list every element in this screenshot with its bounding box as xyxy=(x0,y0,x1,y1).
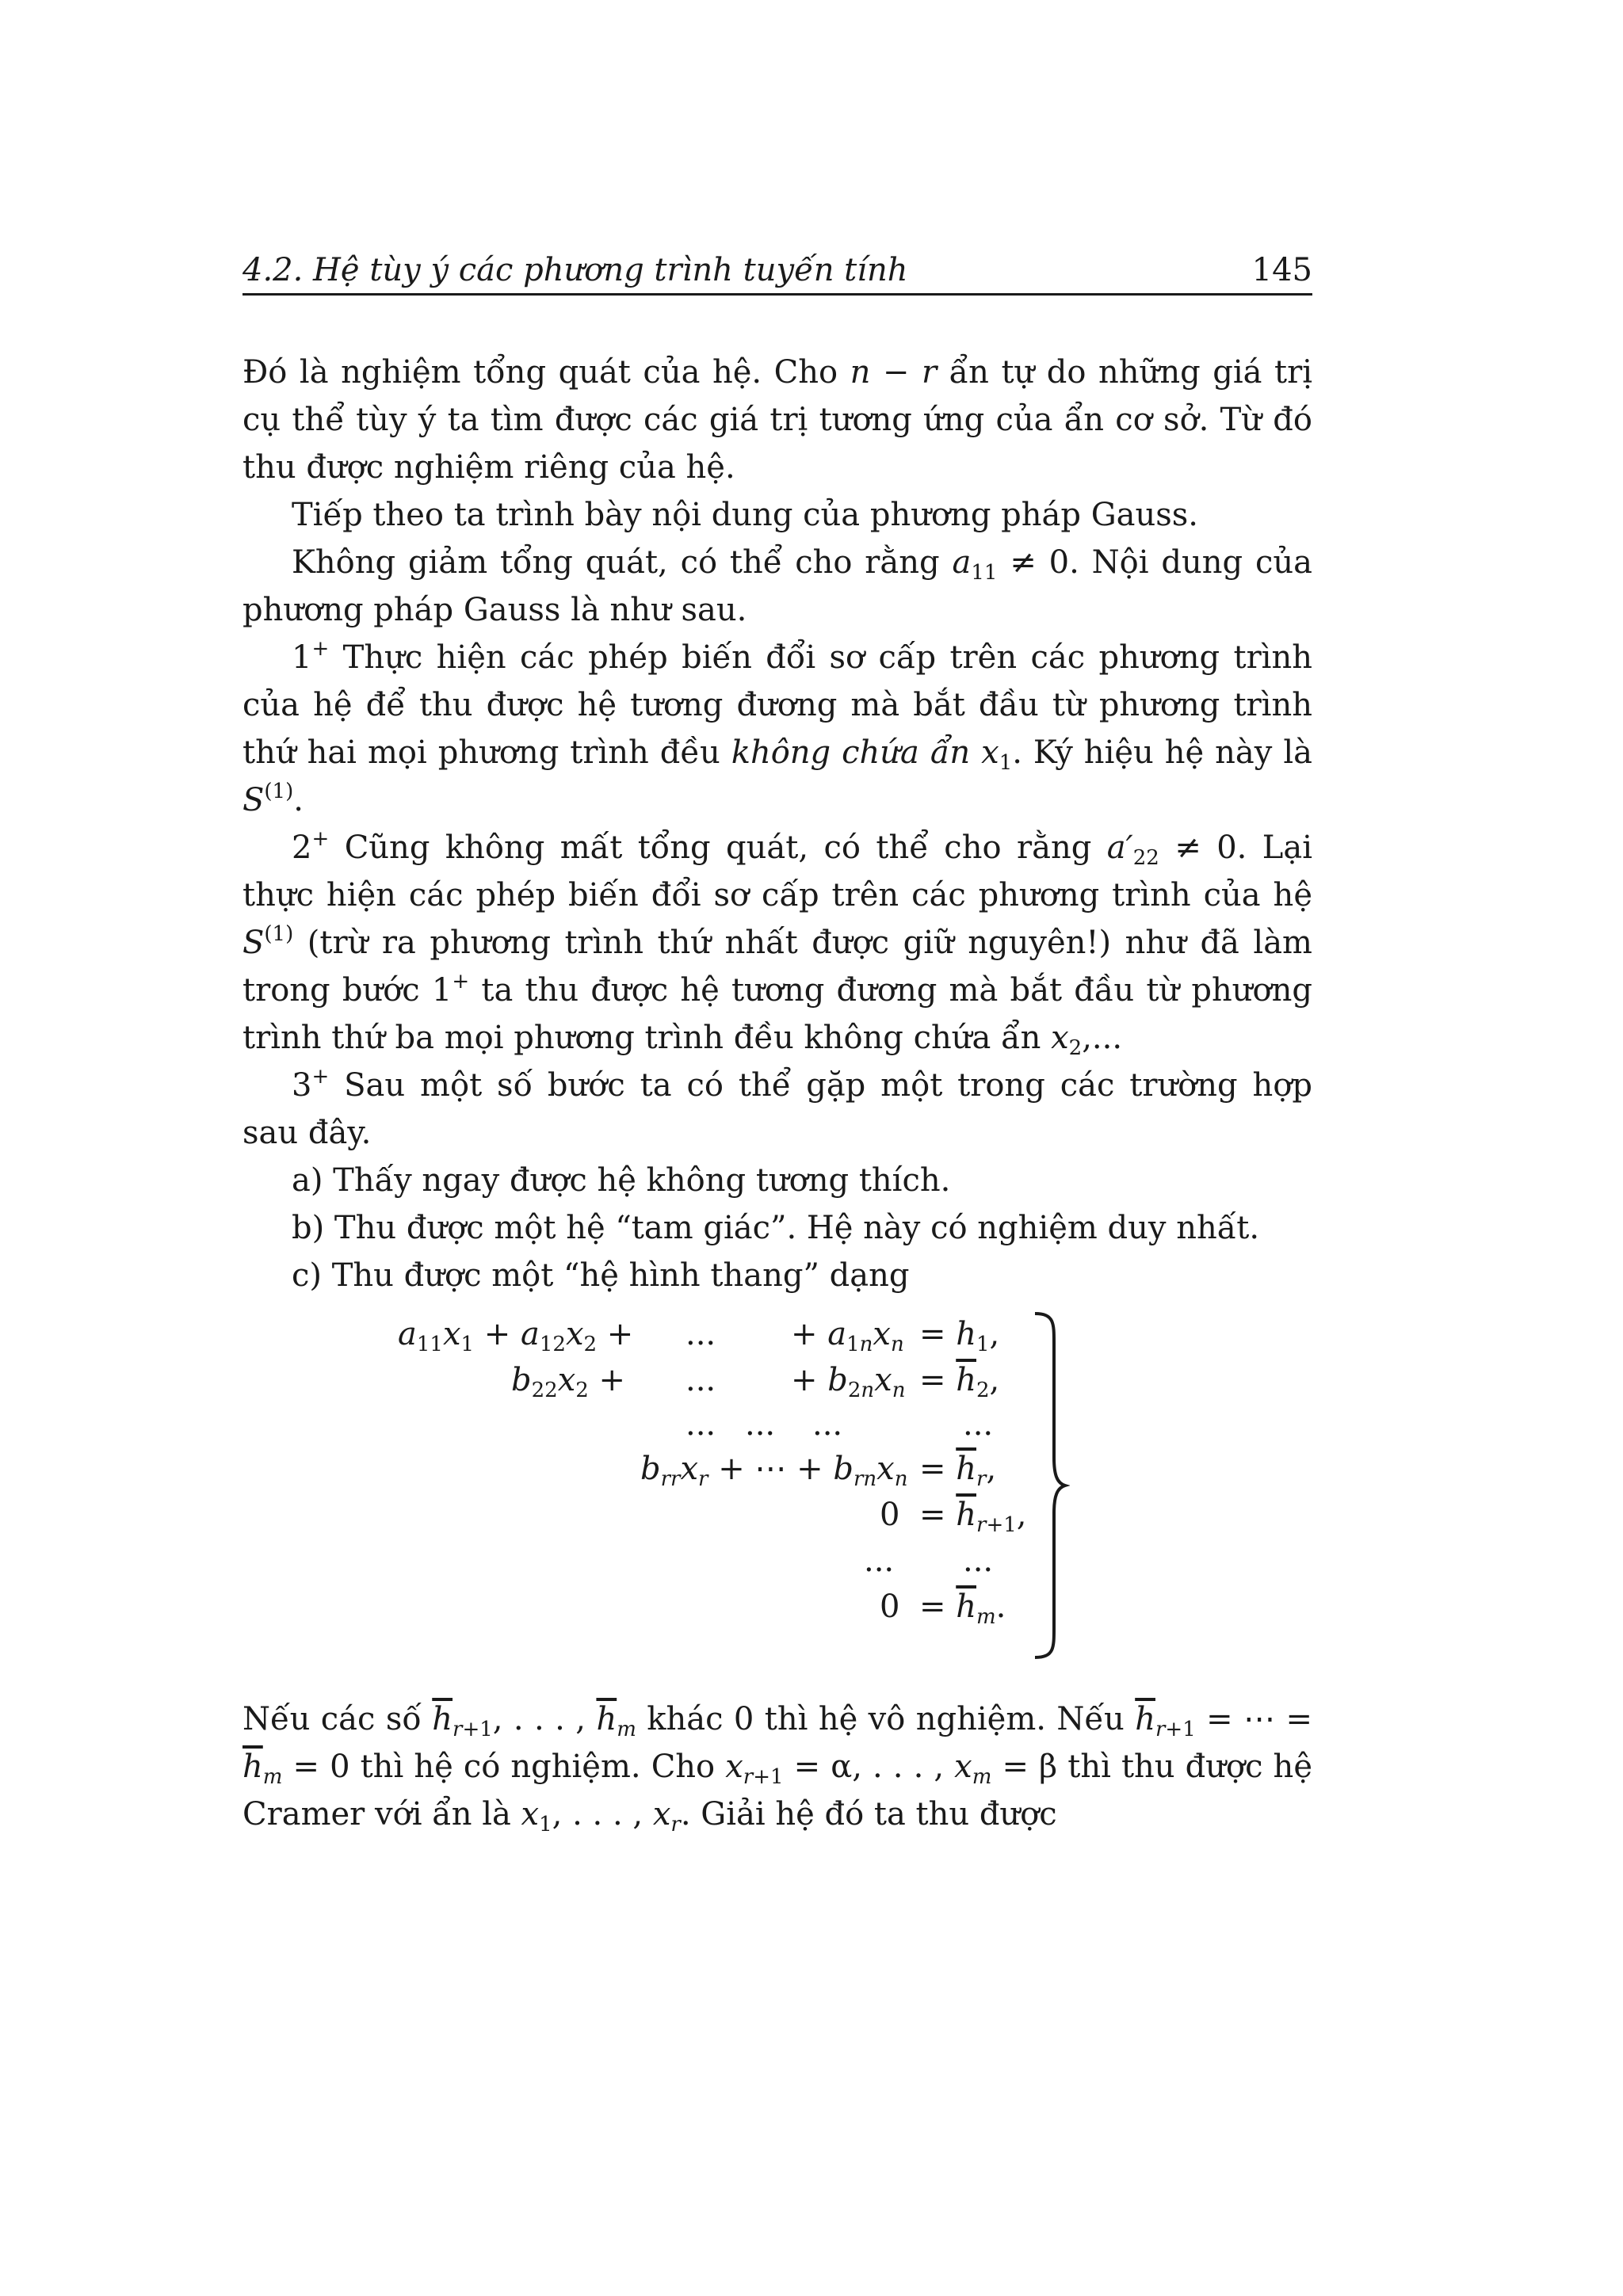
eq1-last-term: + $a_{1n}x_n$ xyxy=(791,1316,904,1356)
zero-m: 0 xyxy=(880,1589,900,1625)
dots-zero-col: ... xyxy=(864,1543,895,1579)
body-text xyxy=(242,349,1312,1299)
dots-row-2: ... xyxy=(745,1406,776,1443)
paragraph-3: Không giảm tổng quát, có thể cho rằng $a_{11} \ne 0$. Nội dung của phương pháp Gauss là như sau. xyxy=(242,544,1313,628)
eq2-last-term: + $b_{2n}x_n$ xyxy=(791,1362,906,1402)
eq2-lhs: $b_{22}x_2$ + xyxy=(511,1362,626,1402)
eq2-rhs: = $\overline{h}_2$, xyxy=(919,1362,1000,1402)
dots-row-1: ... xyxy=(685,1406,716,1443)
case-b: b) Thu được một hệ “tam giác”. Hệ này có nghiệm duy nhất. xyxy=(292,1210,1260,1246)
step-3-paragraph: 3+ Sau một số bước ta có thể gặp một trong các trường hợp sau đây. xyxy=(242,1065,1312,1151)
section-title: 4.2. Hệ tùy ý các phương trình tuyến tính xyxy=(242,252,908,288)
paragraph-after-system: Nếu các số $\overline{h}_{r+1}$, . . . , $\overline{h}_m$ khác 0 thì hệ vô nghiệm. Nếu $\overline{h}_{r+1}$ = ⋯ = $\overline{h}_m = 0$ thì hệ có nghiệm. Cho $x_{r+1} = \alpha$, . . . , $x_m = \beta$ thì thu được hệ Cramer với ẩn là $x_1$, . . . , $x_r$. Giải hệ đó ta thu được xyxy=(242,1701,1312,1836)
eq-r-rhs: = $\overline{h}_r$, xyxy=(919,1451,997,1491)
dots-row-4: ... xyxy=(963,1406,994,1443)
right-brace-icon xyxy=(1030,1307,1070,1664)
zero-r1: 0 xyxy=(880,1497,900,1533)
eq2-dots: ... xyxy=(685,1362,716,1398)
paragraph-1: Đó là nghiệm tổng quát của hệ. Cho n − r ẩn tự do những giá trị cụ thể tùy ý ta tìm được các giá trị tương ứng của ẩn cơ sở. Từ đó thu được nghiệm riêng của hệ. xyxy=(242,354,1312,486)
eq1-dots: ... xyxy=(685,1316,716,1352)
eq-r1-rhs: = $\overline{h}_{r+1}$, xyxy=(919,1497,1027,1537)
case-a: a) Thấy ngay được hệ không tương thích. xyxy=(292,1162,951,1199)
eq-r: $b_{rr}x_r$ + ⋯ + $b_{rn}x_n$ xyxy=(640,1451,908,1491)
case-c: c) Thu được một “hệ hình thang” dạng xyxy=(292,1257,910,1294)
eq1-rhs: = $h_1$, xyxy=(919,1316,1000,1356)
equation-system xyxy=(388,1315,1086,1672)
eq-m-rhs: = $\overline{h}_m$. xyxy=(919,1589,1006,1629)
running-header xyxy=(242,252,1312,292)
page-number: 145 xyxy=(1251,252,1312,288)
header-rule xyxy=(242,293,1312,296)
paragraph-2: Tiếp theo ta trình bày nội dung của phương pháp Gauss. xyxy=(292,497,1199,533)
closing-paragraph xyxy=(242,1695,1312,1838)
step-1-paragraph: 1+ Thực hiện các phép biến đổi sơ cấp trên các phương trình của hệ để thu được hệ tương đương mà bắt đầu từ phương trình thứ hai mọi phương trình đều không chứa ẩn $x_1$. Ký hiệu hệ này là $S^{(1)}$. xyxy=(242,637,1312,818)
step-2-paragraph: 2+ Cũng không mất tổng quát, có thể cho rằng $a'_{22} \ne 0$. Lại thực hiện các phép biến đổi sơ cấp trên các phương trình của hệ $S^{(1)}$ (trừ ra phương trình thứ nhất được giữ nguyên!) như đã làm trong bước 1+ ta thu được hệ tương đương mà bắt đầu từ phương trình thứ ba mọi phương trình đều không chứa ẩn $x_2$,... xyxy=(242,827,1312,1060)
eq1-lhs: $a_{11}x_1 + a_{12}x_2$ + xyxy=(398,1316,634,1356)
dots-row-3: ... xyxy=(812,1406,843,1443)
dots-rhs-col: ... xyxy=(963,1543,994,1579)
